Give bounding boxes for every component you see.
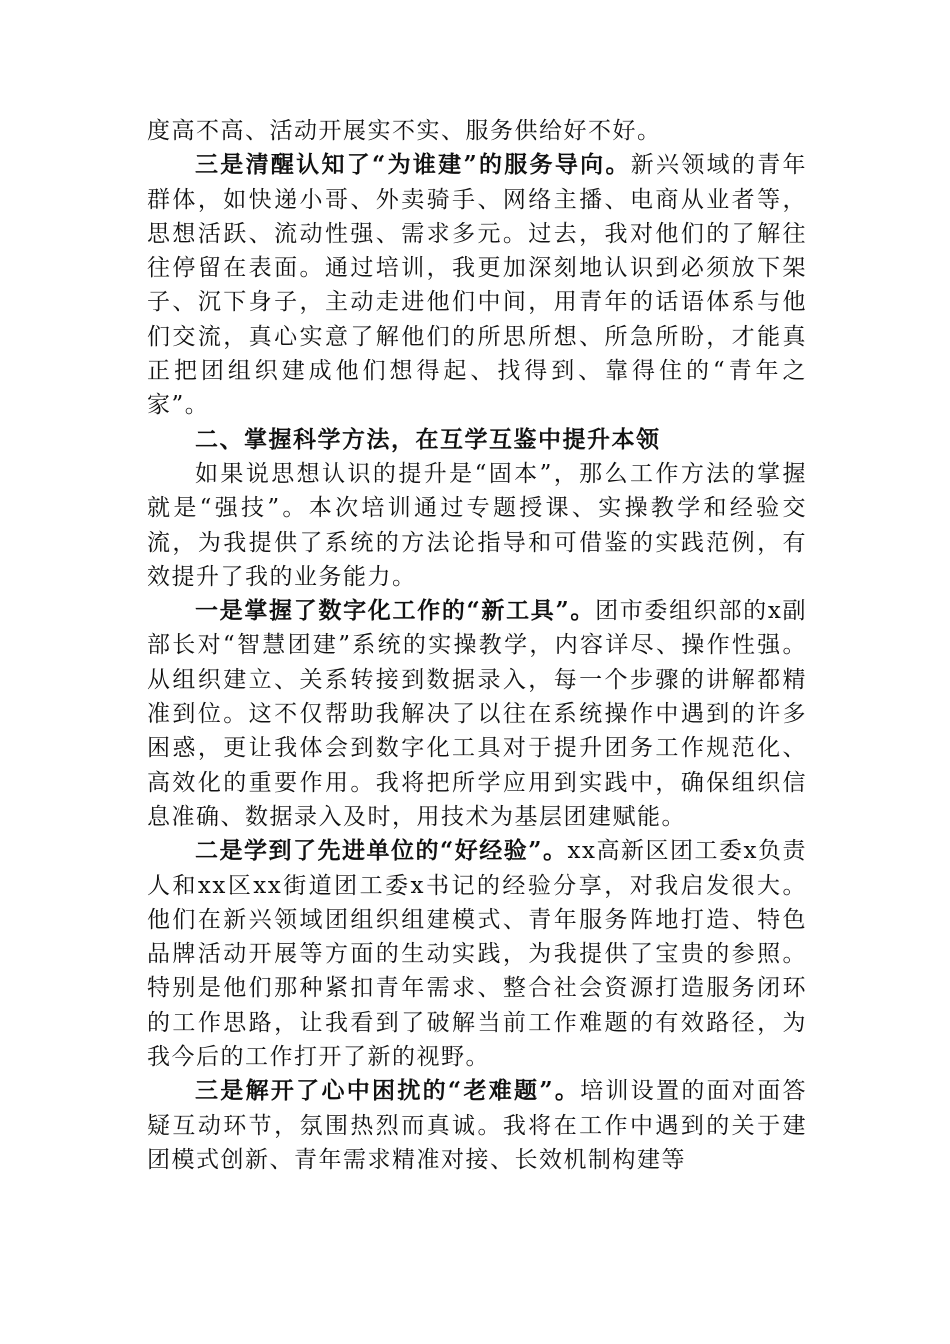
- paragraph-text: 团市委组织部的x副部长对“智慧团建”系统的实操教学，内容详尽、操作性强。从组织建立、关系转接到数据录入，每一个步骤的讲解都精准到位。这不仅帮助我解决了以往在系统操作中遇到的许多困惑，更让我体会到数字化工具对于提升团务工作规范化、高效化的重要作用。我将把所学应用到实践中，确保组织信息准确、数据录入及时，用技术为基层团建赋能。: [147, 598, 807, 830]
- paragraph-text: xx高新区团工委x负责人和xx区xx街道团工委x书记的经验分享，对我启发很大。他们在新兴领域团组织组建模式、青年服务阵地打造、特色品牌活动开展等方面的生动实践，为我提供了宝贵的参照。特别是他们那种紧扣青年需求、整合社会资源打造服务闭环的工作思路，让我看到了破解当前工作难题的有效路径，为我今后的工作打开了新的视野。: [147, 838, 807, 1071]
- paragraph-lead: 三是清醒认知了“为谁建”的服务导向。: [195, 151, 631, 179]
- paragraph-text: 如果说思想认识的提升是“固本”，那么工作方法的掌握就是“强技”。本次培训通过专题授课、实操教学和经验交流，为我提供了系统的方法论指导和可借鉴的实践范例，有效提升了我的业务能力。: [147, 460, 807, 590]
- paragraph-old-problems: [147, 1074, 807, 1177]
- document-page: [147, 114, 807, 1177]
- paragraph-text: 培训设置的面对面答疑互动环节，氛围热烈而真诚。我将在工作中遇到的关于建团模式创新、青年需求精准对接、长效机制构建等: [147, 1078, 807, 1173]
- paragraph-lead: 二是学到了先进单位的“好经验”。: [195, 837, 568, 865]
- section-heading: 二、掌握科学方法，在互学互鉴中提升本领: [195, 425, 661, 453]
- paragraph-good-experience: [147, 834, 807, 1074]
- paragraph-digital-tools: [147, 594, 807, 834]
- paragraph-service-orientation: [147, 148, 807, 422]
- paragraph-lead: 三是解开了心中困扰的“老难题”。: [195, 1077, 581, 1105]
- paragraph-text: 新兴领域的青年群体，如快递小哥、外卖骑手、网络主播、电商从业者等，思想活跃、流动性强、需求多元。过去，我对他们的了解往往停留在表面。通过培训，我更加深刻地认识到必须放下架子、沉下身子，主动走进他们中间，用青年的话语体系与他们交流，真心实意了解他们的所思所想、所急所盼，才能真正把团组织建成他们想得起、找得到、靠得住的“青年之家”。: [147, 152, 807, 419]
- paragraph-lead: 一是掌握了数字化工作的“新工具”。: [195, 597, 596, 625]
- paragraph-continuation: [147, 114, 807, 148]
- paragraph-text: 度高不高、活动开展实不实、服务供给好不好。: [147, 118, 662, 144]
- paragraph-method-intro: [147, 457, 807, 594]
